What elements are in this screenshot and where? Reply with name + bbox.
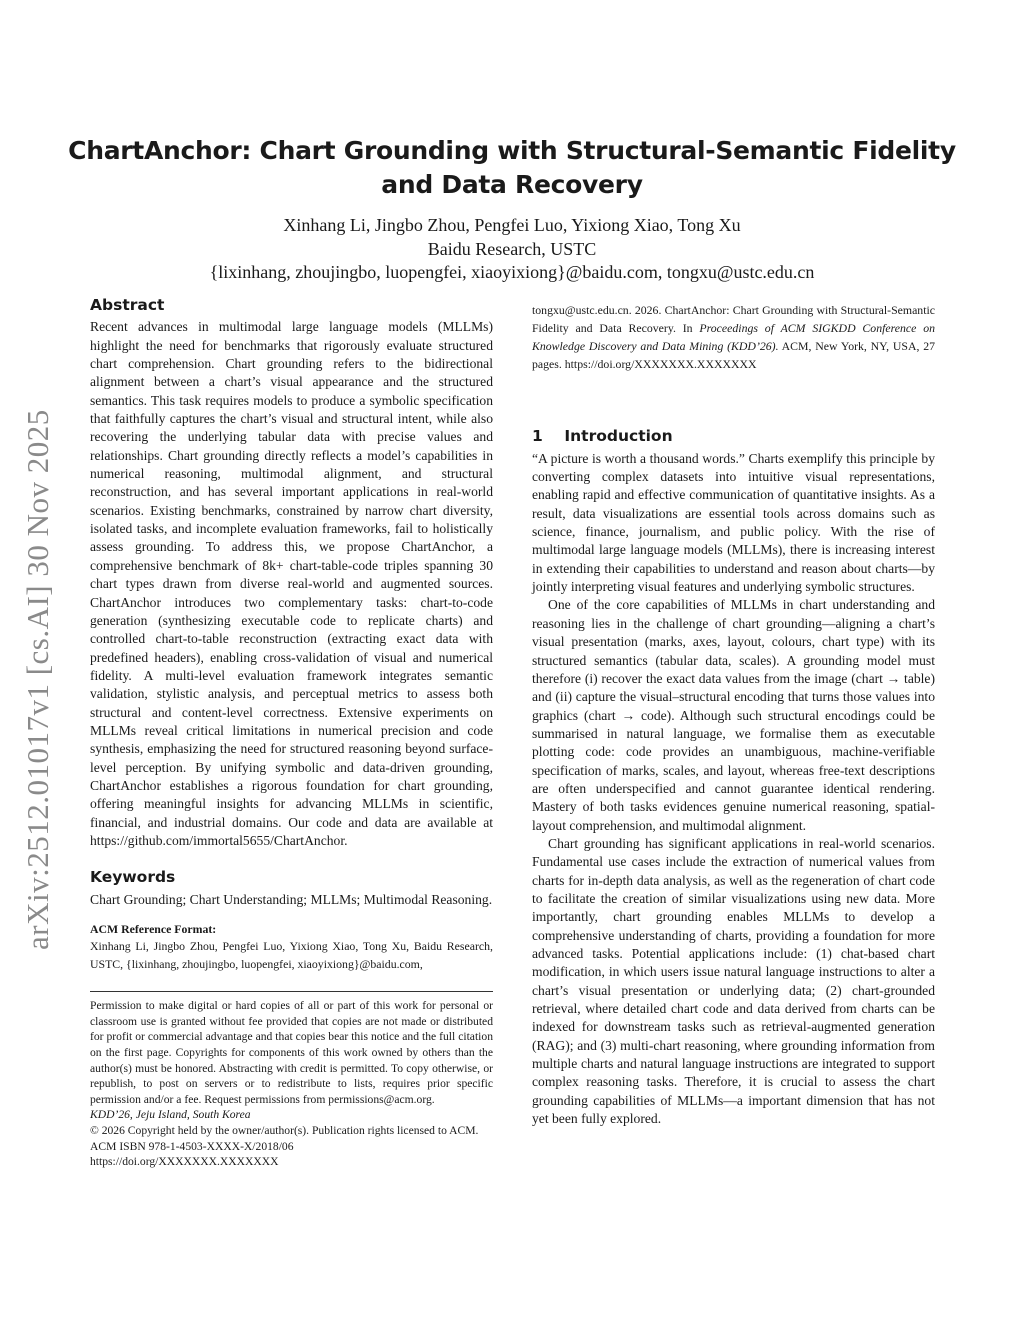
doi-link[interactable]: https://doi.org/XXXXXXX.XXXXXXX — [90, 1155, 279, 1169]
left-column — [90, 296, 493, 1170]
permission-text: Permission to make digital or hard copies of all or part of this work for personal or classroom use is granted without fee provided that copies are not made or distributed for profit or commercial advantage and that copies bear this notice and the full citation on the first page. Copyrights for components of this work owned by others than the author(s) must be honored. Abstracting with credit is permitted. To copy otherwise, or republish, to post on servers or to redistribute to lists, requires prior specific permission and/or a fee. Request permissions from permissions@acm.org. — [90, 999, 493, 1106]
abstract-text: Recent advances in multimodal large language models (MLLMs) highlight the need for benchmarks that rigorously evaluate structured chart comprehension. Chart grounding refers to the bidirectional alignment between a chart’s visual appearance and the structured semantics. This task requires models to produce a symbolic specification that faithfully captures the chart’s visual and structural intent, while also recovering the underlying tabular data with precise values and relationships. Chart grounding directly reflects a model’s capabilities in numerical reasoning, multimodal alignment, and structural reconstruction, and has several important applications in real-world scenarios. Existing benchmarks, constrained by narrow chart diversity, isolated tasks, and incomplete evaluation frameworks, fail to holistically assess grounding. To address this, we propose ChartAnchor, a comprehensive benchmark of 8k+ chart-table-code triples spanning 30 chart types drawn from diverse real-world and augmented sources. ChartAnchor introduces two complementary tasks: chart-to-code generation (synthesizing executable code to replicate charts) and controlled chart-to-table reconstruction (extracting exact data with predefined headers), enabling cross-validation of visual and numerical fidelity. A multi-level evaluation framework integrates semantic validation, stylistic analysis, and perceptual metrics to assess both structural and content-level correctness. Extensive experiments on MLLMs reveal critical limitations in numerical precision and code synthesis, emphasizing the need for structured reasoning beyond surface-level perception. By unifying symbolic and data-driven grounding, ChartAnchor establishes a rigorous foundation for chart grounding, offering meaningful insights for advancing MLLMs in scientific, financial, and industrial domains. Our code and data are available at https://github.com/immortal5655/ChartAnchor. — [90, 319, 493, 848]
acm-reference-heading: ACM Reference Format: — [90, 922, 217, 936]
isbn: ACM ISBN 978-1-4503-XXXX-X/2018/06 — [90, 1139, 294, 1153]
permission-block — [90, 998, 493, 1170]
intro-paragraph: “A picture is worth a thousand words.” Charts exemplify this principle by converting complex datasets into intuitive visual representations, enabling rapid and effective communication of quantitative insights. As a result, data visualizations are essential tools across domains such as science, finance, journalism, and public policy. With the rise of multimodal large language models (MLLMs), there is increasing interest in extending their capabilities to understand and reason about charts—by jointly interpreting visual features and underlying symbolic structures. — [532, 450, 935, 595]
emails: {lixinhang, zhoujingbo, luopengfei, xiaoyixiong}@baidu.com, tongxu@ustc.edu.cn — [209, 262, 815, 282]
keywords-text: Chart Grounding; Chart Understanding; MLLMs; Multimodal Reasoning. — [90, 891, 493, 907]
paper-title: ChartAnchor: Chart Grounding with Structural-Semantic Fidelity and Data Recovery — [68, 136, 956, 199]
abstract-heading: Abstract — [90, 296, 165, 314]
right-column — [532, 301, 935, 1128]
copyright: © 2026 Copyright held by the owner/author(s). Publication rights licensed to ACM. — [90, 1123, 479, 1137]
venue: KDD’26, Jeju Island, South Korea — [90, 1108, 251, 1122]
acm-reference-continued — [532, 301, 935, 373]
acm-reference-text: Xinhang Li, Jingbo Zhou, Pengfei Luo, Yixiong Xiao, Tong Xu, Baidu Research, USTC, {lixinhang, zhoujingbo, luopengfei, xiaoyixiong}@baidu.com, — [90, 939, 493, 972]
introduction-heading: 1 Introduction — [532, 427, 673, 446]
authors: Xinhang Li, Jingbo Zhou, Pengfei Luo, Yixiong Xiao, Tong Xu — [283, 215, 741, 235]
intro-paragraph: One of the core capabilities of MLLMs in chart understanding and reasoning lies in the challenge of chart grounding—aligning a chart’s visual presentation (marks, axes, layout, colours, chart type) with its structured semantics (tabular data, scales). A grounding model must therefore (i) recover the exact data values from the image (chart → table) and (ii) capture the visual–structural encoding that turns those values into graphics (chart → code). Although such structural encodings could be summarised in natural language, we formalise them as executable plotting code: code provides an unambiguous, machine-verifiable specification of marks, scales, and layout, whereas free-text descriptions are often underspecified and cannot guarantee identical rendering. Mastery of both tasks evidences genuine numerical reasoning, spatial-layout comprehension, and multimodal alignment. — [532, 597, 935, 833]
reference-part: tongxu@ustc.edu.cn. 2026. ChartAnchor: Chart Grounding with Structural-Semantic Fidelity and Data Recovery. In — [532, 303, 935, 336]
reference-part: ACM, New York, NY, USA, 27 pages. https://doi.org/XXXXXXX.XXXXXXX — [532, 339, 935, 372]
keywords-heading: Keywords — [90, 868, 176, 887]
arxiv-identifier: arXiv:2512.01017v1 [cs.AI] 30 Nov 2025 — [20, 409, 55, 950]
footnote-divider — [90, 991, 493, 992]
intro-paragraph: Chart grounding has significant applications in real-world scenarios. Fundamental use cases include the extraction of numerical values from charts for in-depth data analysis, as well as the regeneration of chart code to facilitate the creation of similar visualizations using new data. More importantly, chart grounding enables MLLMs to develop a comprehensive understanding of charts, providing a foundation for more advanced tasks. Potential applications include: (1) chat-based chart modification, in which users issue natural language instructions to alter a chart’s visual presentation or underlying data; (2) chart-grounded retrieval, where detailed chart code and data derived from charts can be indexed for downstream tasks such as retrieval-augmented generation (RAG); and (3) multi-chart reasoning, where grounding information from multiple charts and natural language instructions are integrated to support complex reasoning tasks. Therefore, it is crucial to assess the chart grounding capabilities of MLLMs—a important dimension that has not yet been fully explored. — [532, 835, 935, 1127]
affiliation: Baidu Research, USTC — [427, 238, 597, 259]
author-block — [60, 214, 964, 285]
reference-venue: Proceedings of ACM SIGKDD Conference on Knowledge Discovery and Data Mining (KDD’26). — [532, 321, 935, 354]
